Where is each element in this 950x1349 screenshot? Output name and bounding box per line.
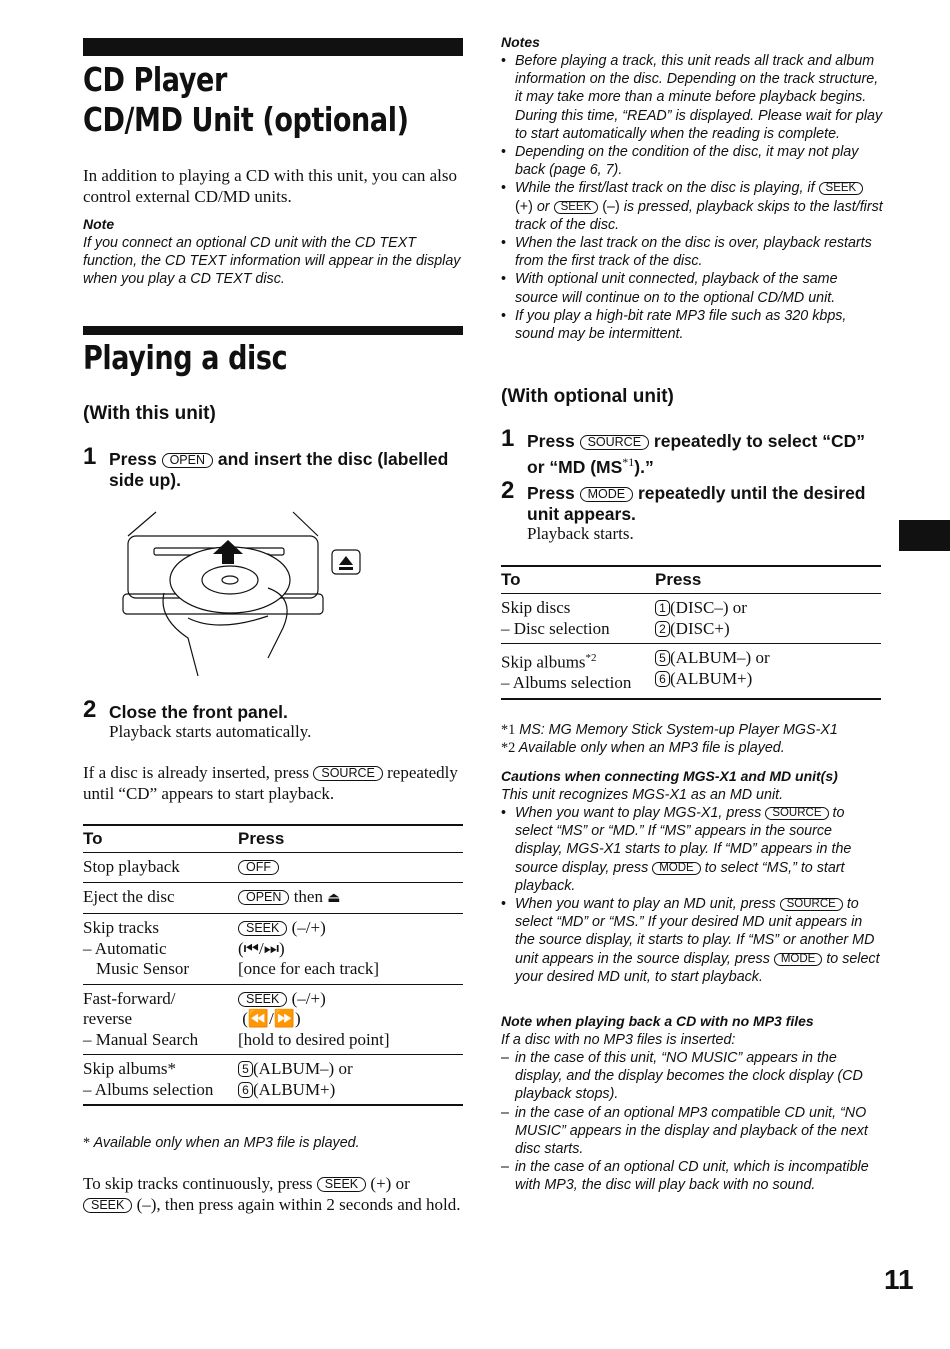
- table-head-to: To: [501, 566, 655, 594]
- list-item: • When you want to play an MD unit, press SOURCE to select “MD” or “MS.” If your desired MD unit appears in the source display, it starts to play. If “MS” or another MD unit appears in the source display, press MODE to select your desired MD unit, to start playback.: [501, 895, 883, 986]
- key-2: 2: [655, 621, 670, 637]
- table-row: Fast-forward/ reverse – Manual Search SEEK (–/+) (⏪/⏩) [hold to desired point]: [83, 984, 463, 1055]
- step-1-text: Press SOURCE repeatedly to select “CD” or “MD (MS$^{*1}$).”: [527, 431, 865, 477]
- step-2-description: Playback starts.: [527, 524, 634, 543]
- step-2-number: 2: [83, 696, 97, 723]
- seek-key: SEEK: [238, 992, 287, 1007]
- mode-key: MODE: [580, 487, 634, 502]
- no-mp3-heading: Note when playing back a CD with no MP3 files: [501, 1013, 814, 1029]
- step-2-number: 2: [501, 477, 515, 504]
- footnote-1: *1 MS: MG Memory Stick System-up Player MGS-X1: [501, 722, 838, 738]
- title-line-2: CD/MD Unit (optional): [83, 100, 409, 139]
- off-key: OFF: [238, 860, 279, 875]
- list-item: • While the first/last track on the disc is playing, if SEEK (+) or SEEK (–) is pressed, playback skips to the last/first track of the disc.: [501, 179, 883, 234]
- optional-unit-table: [501, 565, 881, 700]
- table-row: Skip albums$^{*2}$ – Albums selection 5 (ALBUM–) or 6 (ALBUM+): [501, 644, 881, 699]
- cd-insert-illustration: [118, 508, 368, 680]
- step-1-number: 1: [501, 425, 515, 452]
- title-line-1: CD Player: [83, 60, 227, 99]
- step-1-text: Press OPEN and insert the disc (labelled side up).: [109, 449, 449, 490]
- table-head-press: Press: [238, 825, 463, 853]
- seek-key: SEEK: [83, 1198, 132, 1213]
- page-title-cd-player: [83, 60, 409, 140]
- seek-key: SEEK: [238, 921, 287, 936]
- no-mp3-intro: If a disc with no MP3 files is inserted:: [501, 1032, 736, 1048]
- list-item: – in the case of an optional CD unit, which is incompatible with MP3, the disc will play back with no sound.: [501, 1158, 883, 1194]
- source-key: SOURCE: [780, 898, 843, 911]
- this-unit-table: [83, 824, 463, 1106]
- key-5: 5: [655, 650, 670, 666]
- seek-key: SEEK: [317, 1177, 366, 1192]
- skip-back-icon: ⏮: [243, 938, 259, 958]
- key-1: 1: [655, 600, 670, 616]
- notes-list: [501, 52, 883, 343]
- table-row: Skip tracks – Automatic Music Sensor SEEK (–/+) (⏮/⏭) [once for each track]: [83, 914, 463, 985]
- step-2-text: Close the front panel.: [109, 702, 288, 722]
- key-6: 6: [238, 1082, 253, 1098]
- intro-paragraph: In addition to playing a CD with this unit, you can also control external CD/MD units.: [83, 166, 457, 206]
- cautions-list: [501, 804, 883, 986]
- note-heading: Note: [83, 216, 115, 232]
- source-key: SOURCE: [765, 807, 828, 820]
- table-row: Skip albums* – Albums selection 5 (ALBUM–) or 6 (ALBUM+): [83, 1055, 463, 1106]
- key-5: 5: [238, 1061, 253, 1077]
- list-item: • If you play a high-bit rate MP3 file such as 320 kbps, sound may be intermittent.: [501, 307, 883, 343]
- table-row: Stop playback OFF: [83, 853, 463, 883]
- open-key: OPEN: [162, 453, 213, 468]
- mode-key: MODE: [774, 953, 823, 966]
- left-footnote: * Available only when an MP3 file is played.: [83, 1135, 360, 1151]
- page-number: 11: [884, 1264, 914, 1295]
- step-1-number: 1: [83, 443, 97, 470]
- footnote-2: *2 Available only when an MP3 file is played.: [501, 740, 785, 756]
- open-key: OPEN: [238, 890, 289, 905]
- table-head-press: Press: [655, 566, 881, 594]
- key-6: 6: [655, 671, 670, 687]
- table-head-to: To: [83, 825, 238, 853]
- already-inserted-paragraph: If a disc is already inserted, press SOURCE repeatedly until “CD” appears to start playback.: [83, 763, 458, 803]
- rewind-icon: ⏪: [247, 1009, 270, 1028]
- list-item: • When the last track on the disc is over, playback restarts from the first track of the disc.: [501, 234, 883, 270]
- list-item: – in the case of an optional MP3 compatible CD unit, “NO MUSIC” appears in the display and playback of the next disc starts.: [501, 1104, 883, 1159]
- cautions-heading: Cautions when connecting MGS-X1 and MD unit(s): [501, 768, 838, 784]
- table-row: Eject the disc OPEN then ⏏: [83, 882, 463, 914]
- cautions-intro: This unit recognizes MGS-X1 as an MD unit.: [501, 787, 784, 803]
- list-item: – in the case of this unit, “NO MUSIC” appears in the display, and the display becomes the clock display (CD playback stops).: [501, 1049, 883, 1104]
- notes-heading: Notes: [501, 34, 540, 50]
- section-bar-playing: [83, 326, 463, 335]
- eject-icon: ⏏: [327, 890, 341, 906]
- continuous-skip-paragraph: To skip tracks continuously, press SEEK (+) or SEEK (–), then press again within 2 seconds and hold.: [83, 1174, 461, 1214]
- mode-key: MODE: [652, 862, 701, 875]
- step-2-text: Press MODE repeatedly until the desired unit appears.: [527, 483, 866, 524]
- seek-key: SEEK: [819, 182, 864, 195]
- subheading-with-this-unit: (With this unit): [83, 403, 216, 424]
- list-item: • Before playing a track, this unit reads all track and album information on the disc. Depending on the track structure, it may take more than a minute before playback begins. During this time, “READ” is displayed. Please wait for play to start automatically when the reading is complete.: [501, 52, 883, 143]
- section-title-playing-a-disc: Playing a disc: [83, 338, 288, 377]
- skip-forward-icon: ⏭: [263, 938, 280, 958]
- subheading-with-optional-unit: (With optional unit): [501, 386, 674, 407]
- step-2-description: Playback starts automatically.: [109, 722, 312, 741]
- note-text: If you connect an optional CD unit with the CD TEXT function, the CD TEXT information will appear in the display when you play a CD TEXT disc.: [83, 235, 461, 288]
- section-tab-marker: [899, 520, 950, 551]
- source-key: SOURCE: [313, 766, 382, 781]
- fast-forward-icon: ⏩: [273, 1009, 295, 1028]
- source-key: SOURCE: [580, 435, 649, 450]
- list-item: • With optional unit connected, playback of the same source will continue on to the optional CD/MD unit.: [501, 270, 883, 306]
- list-item: • When you want to play MGS-X1, press SOURCE to select “MS” or “MD.” If “MS” appears in the source display, MGS-X1 starts to play. If “MD” appears in the source display, press MODE to select “MS,” to start playback.: [501, 804, 883, 895]
- list-item: • Depending on the condition of the disc, it may not play back (page 6, 7).: [501, 143, 883, 179]
- table-row: Skip discs – Disc selection 1 (DISC–) or 2 (DISC+): [501, 594, 881, 644]
- seek-key: SEEK: [554, 201, 599, 214]
- section-bar-cd-player: [83, 38, 463, 56]
- no-mp3-list: [501, 1049, 883, 1195]
